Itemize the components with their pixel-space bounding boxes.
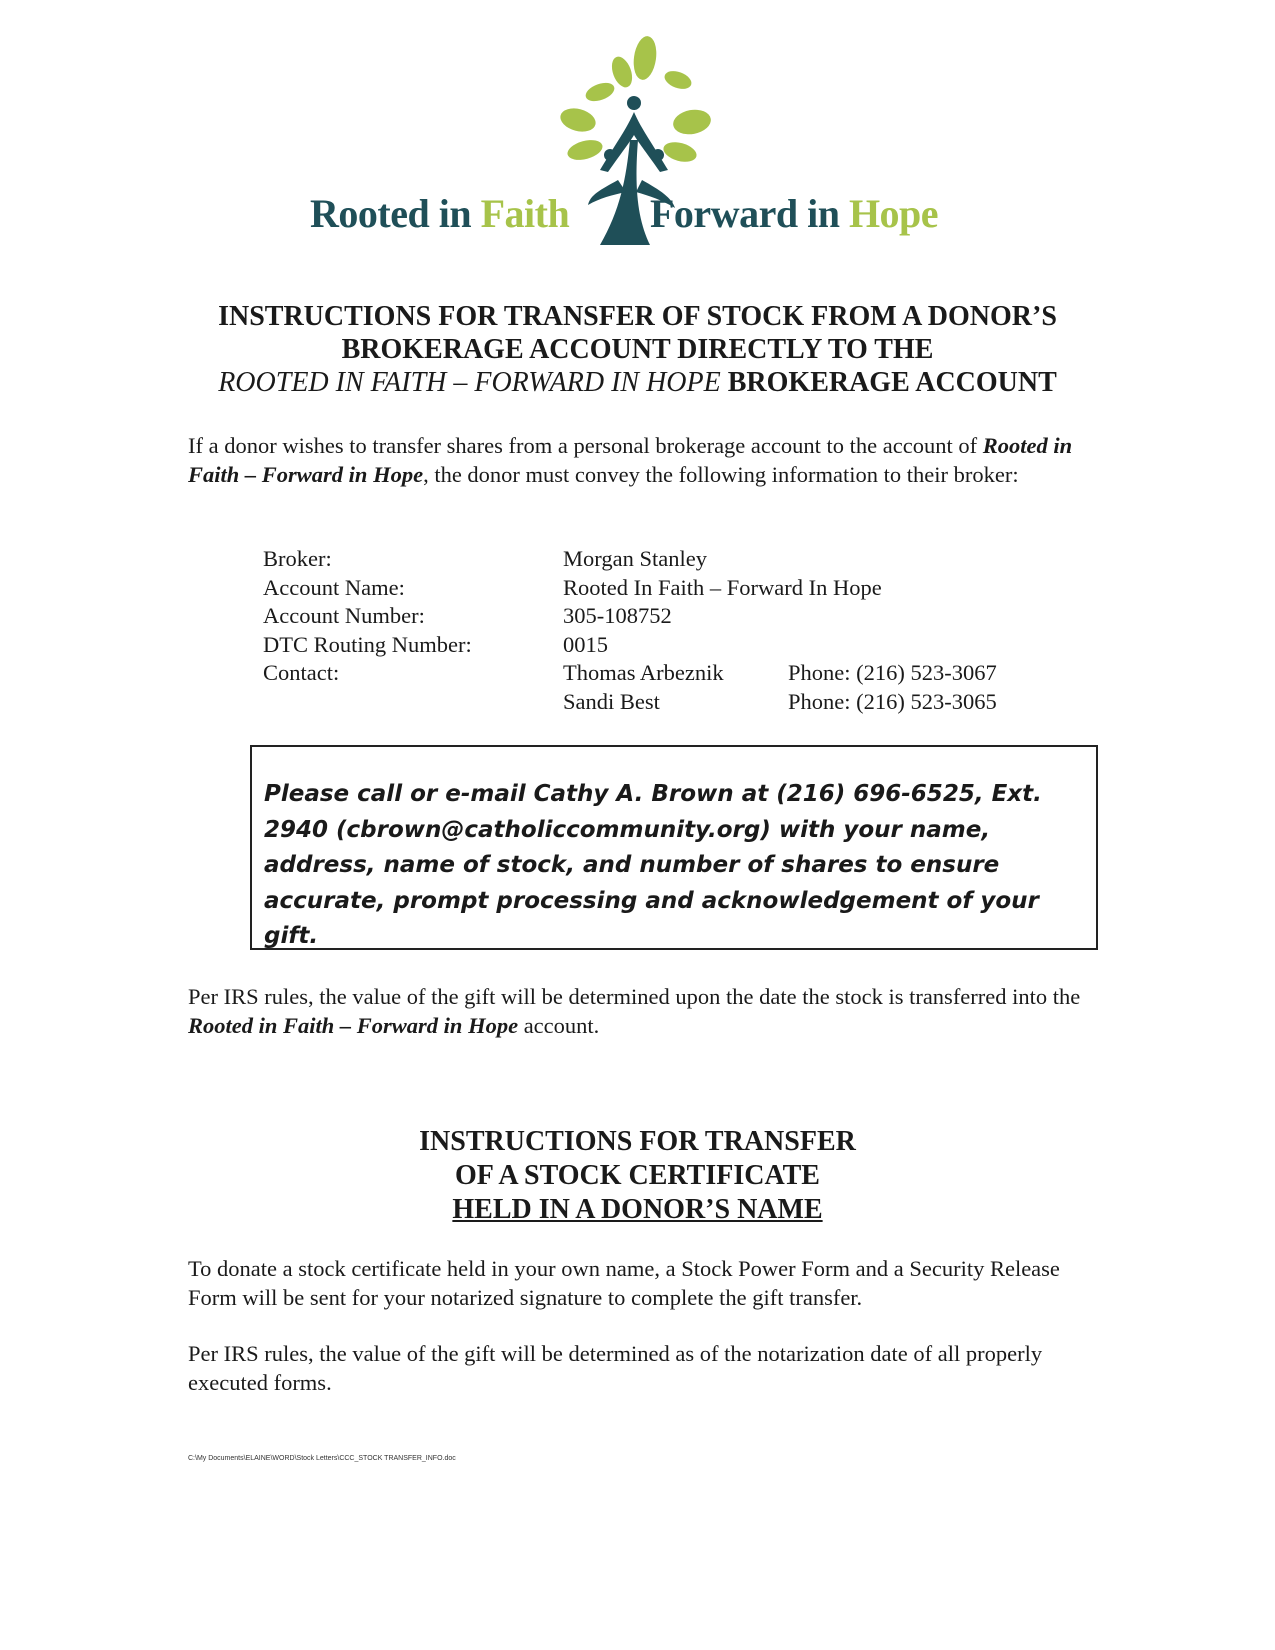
contact-notice-box: [250, 745, 1098, 950]
irs1-org-name: Rooted in Faith – Forward in Hope: [188, 1012, 519, 1038]
account-number-label: Account Number:: [263, 603, 425, 628]
logo-faith-text: Faith: [480, 191, 570, 236]
campaign-logo: [300, 30, 980, 260]
logo-text-right: [650, 190, 938, 237]
intro-text-part2: , the donor must convey the following information to their broker:: [423, 461, 1019, 487]
logo-text-left: [310, 190, 569, 237]
section1-title-line3-bold: BROKERAGE ACCOUNT: [727, 367, 1057, 398]
intro-text-part1: If a donor wishes to transfer shares from a personal brokerage account to the account of: [188, 433, 978, 458]
broker-label: Broker:: [263, 546, 332, 571]
logo-forward-text: Forward in: [650, 191, 840, 236]
irs-paragraph-2: Per IRS rules, the value of the gift will be determined as of the notarization date of all properly executed forms.: [188, 1341, 1043, 1395]
section2-title-line3: HELD IN A DONOR’S NAME: [452, 1194, 823, 1225]
irs-paragraph-1: [188, 983, 1108, 1040]
logo-hope-text: Hope: [848, 191, 939, 236]
contact1-name: Thomas Arbeznik: [563, 660, 724, 685]
intro-org-name: Rooted in Faith – Forward in Hope: [188, 433, 1073, 487]
irs1-text-part2: account.: [523, 1012, 600, 1038]
dtc-routing-value: 0015: [563, 631, 608, 657]
footer-file-path: C:\My Documents\ELAINE\WORD\Stock Letters\CCC_STOCK TRANSFER_INFO.doc: [188, 1455, 456, 1462]
section1-title-line1: INSTRUCTIONS FOR TRANSFER OF STOCK FROM A DONOR’S: [218, 301, 1057, 332]
dtc-routing-label: DTC Routing Number:: [263, 631, 472, 657]
section2-title-line1: INSTRUCTIONS FOR TRANSFER: [419, 1126, 856, 1157]
account-number-value: 305-108752: [563, 603, 672, 628]
broker-value: Morgan Stanley: [563, 546, 707, 571]
account-name-label: Account Name:: [263, 574, 405, 600]
contact2-name: Sandi Best: [563, 688, 660, 714]
section1-title-line2: BROKERAGE ACCOUNT DIRECTLY TO THE: [341, 334, 934, 365]
contact-label: Contact:: [263, 660, 340, 685]
logo-rooted-text: Rooted in: [310, 191, 472, 236]
account-name-value: Rooted In Faith – Forward In Hope: [563, 574, 882, 600]
contact2-phone: Phone: (216) 523-3065: [788, 688, 997, 714]
section1-title: [150, 300, 1125, 399]
section1-title-line3: [150, 366, 1125, 399]
section1-title-line3-italic: ROOTED IN FAITH – FORWARD IN HOPE: [218, 367, 721, 398]
section2-title-line2: OF A STOCK CERTIFICATE: [455, 1160, 820, 1191]
certificate-paragraph: To donate a stock certificate held in your own name, a Stock Power Form and a Security Release Form will be sent for your notarized signature to complete the gift transfer.: [188, 1256, 1060, 1310]
contact1-phone: Phone: (216) 523-3067: [788, 660, 997, 685]
contact-notice-text: Please call or e-mail Cathy A. Brown at (216) 696-6525, Ext. 2940 (cbrown@catholiccommunity.org) with your name, address, name of stock, and number of shares to ensure accurate, prompt processing and acknowledgement of your gift.: [264, 781, 1042, 949]
section2-title: [150, 1125, 1125, 1227]
irs1-text-part1: Per IRS rules, the value of the gift will be determined upon the date the stock is transferred into the: [188, 984, 1081, 1009]
intro-paragraph: [188, 432, 1108, 489]
